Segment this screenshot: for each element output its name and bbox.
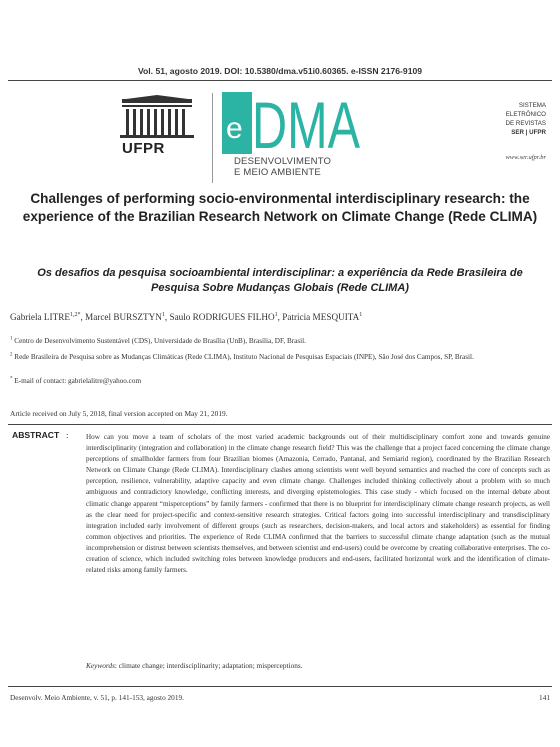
abstract-text: How can you move a team of scholars of the most varied academic backgrounds out of their multidisciplinary comfort zone and towards genuine interdisciplinarity (integration and collaboration) in the climate change research field? This was the challenge that a project faced concerning the climate change perceptions of smallholder farmers from four Brazilian biomes (Amazonia, Cerrado, Pantanal, and Semiarid region), coordinated by the Brazilian Research Network on Climate Change (Rede CLIMA). Interdisciplinary clashes among scientists went well beyond semantics and reached the core of concepts such as perception, resilience, vulnerability, adaptive capacity and even climate change. Challenges included thinking collectively about a problem with so much ambiguous and contradictory knowledge, conflicting interests, and diverging epistemologies. This case study - which focused on the internal debate about climatic change apparent “misperceptions” by family farmers - confirmed that there is no blueprint for interdisciplinary climate change research projects, as well as the clear need for project-specific and context-sensitive research strategies. Critical factors going into successful interdisciplinary and transdisciplinary integration included early involvement of different groups (such as researchers, decision-makers, and local actors and stakeholders) as essential for finding common objectives and priorities. The experience of Rede CLIMA confirmed that the barriers to successful climate change adaptation (such as the mutual incomprehension or distrust between scientists themselves, and between scientist and end-users) could be overcome by creating collaborative enterprises. The co-creation of science, which included switching roles between knowledge producers and end-users, facilitated horizontal work and the identification of climate-related risks among family farmers. bbox=[86, 433, 550, 575]
author-name: Patricia MESQUITA bbox=[282, 312, 360, 322]
header-rule bbox=[8, 80, 552, 81]
seer-line1: SISTEMA bbox=[518, 102, 546, 109]
abstract-colon: : bbox=[66, 430, 69, 440]
page-number: 141 bbox=[539, 693, 550, 702]
seer-line4: SER | UFPR bbox=[511, 129, 546, 136]
abstract-rule bbox=[8, 424, 552, 425]
seer-block bbox=[506, 101, 546, 137]
affiliation-superscript: 1 bbox=[10, 336, 13, 342]
keywords bbox=[86, 661, 550, 670]
ufpr-logo-text: UFPR bbox=[122, 140, 165, 157]
keywords-label: Keywords bbox=[86, 661, 115, 670]
article-title-portuguese: Os desafios da pesquisa socioambiental interdisciplinar: a experiência da Rede Brasileira de Pesquisa Sobre Mudanças Globais (Rede CLIMA) bbox=[37, 267, 523, 294]
seer-line2: ELETRÔNICO bbox=[505, 111, 546, 118]
author-superscript: 1,2* bbox=[69, 311, 81, 318]
affiliation-1 bbox=[10, 336, 550, 347]
seer-line3: DE REVISTAS bbox=[505, 120, 546, 127]
author-superscript: 1 bbox=[161, 311, 165, 318]
author-name: Gabriela LITRE bbox=[10, 312, 70, 322]
affiliation-text: Rede Brasileira de Pesquisa sobre as Mudanças Climáticas (Rede CLIMA), Instituto Nacional de Pesquisas Espaciais (INPE), São José dos Campos, SP, Brasil. bbox=[14, 353, 474, 361]
keywords-text: : climate change; interdisciplinarity; adaptation; misperceptions. bbox=[114, 661, 303, 670]
affiliation-superscript: * bbox=[10, 376, 13, 382]
received-dates: Article received on July 5, 2018, final version accepted on May 21, 2019. bbox=[10, 409, 228, 418]
footer-rule bbox=[8, 686, 552, 687]
logo-divider bbox=[212, 93, 213, 183]
journal-volume-line: Vol. 51, agosto 2019. DOI: 10.5380/dma.v51i0.60365. e-ISSN 2176-9109 bbox=[137, 66, 423, 76]
author-superscript: 1 bbox=[274, 311, 278, 318]
footer-citation: Desenvolv. Meio Ambiente, v. 51, p. 141-153, agosto 2019. bbox=[10, 693, 184, 702]
abstract-label: ABSTRACT bbox=[12, 430, 60, 440]
article-title-english: Challenges of performing socio-environmental interdisciplinary research: the experience of the Brazilian Research Network on Climate Change (Rede CLIMA) bbox=[22, 191, 538, 224]
seer-url[interactable]: www.ser.ufpr.br bbox=[505, 154, 546, 161]
author-list: Gabriela $LITRE^{1,2*}$, Marcel BURSZTYN$^1$, Saulo RODRIGUES FILHO$^1$, Patricia MESQUITA$^1$ bbox=[10, 311, 363, 322]
contact-email-text[interactable]: E-mail of contact: gabrielalitre@yahoo.com bbox=[14, 377, 142, 385]
dma-subtitle-line1: DESENVOLVIMENTO bbox=[234, 156, 332, 167]
dma-logo-e: e bbox=[226, 112, 243, 145]
affiliation-superscript: 2 bbox=[10, 352, 13, 358]
author-name: Marcel BURSZTYN bbox=[85, 312, 162, 322]
dma-subtitle-line2: E MEIO AMBIENTE bbox=[234, 167, 321, 178]
contact-email bbox=[10, 376, 550, 387]
dma-logo-letters: DMA bbox=[252, 92, 360, 154]
affiliation-2 bbox=[10, 352, 550, 363]
author-name: Saulo RODRIGUES FILHO bbox=[169, 312, 275, 322]
affiliation-text: Centro de Desenvolvimento Sustentável (CDS), Universidade de Brasília (UnB), Brasília, DF, Brasil. bbox=[14, 337, 306, 345]
author-superscript: 1 bbox=[359, 311, 363, 318]
dma-journal-logo bbox=[222, 92, 362, 154]
